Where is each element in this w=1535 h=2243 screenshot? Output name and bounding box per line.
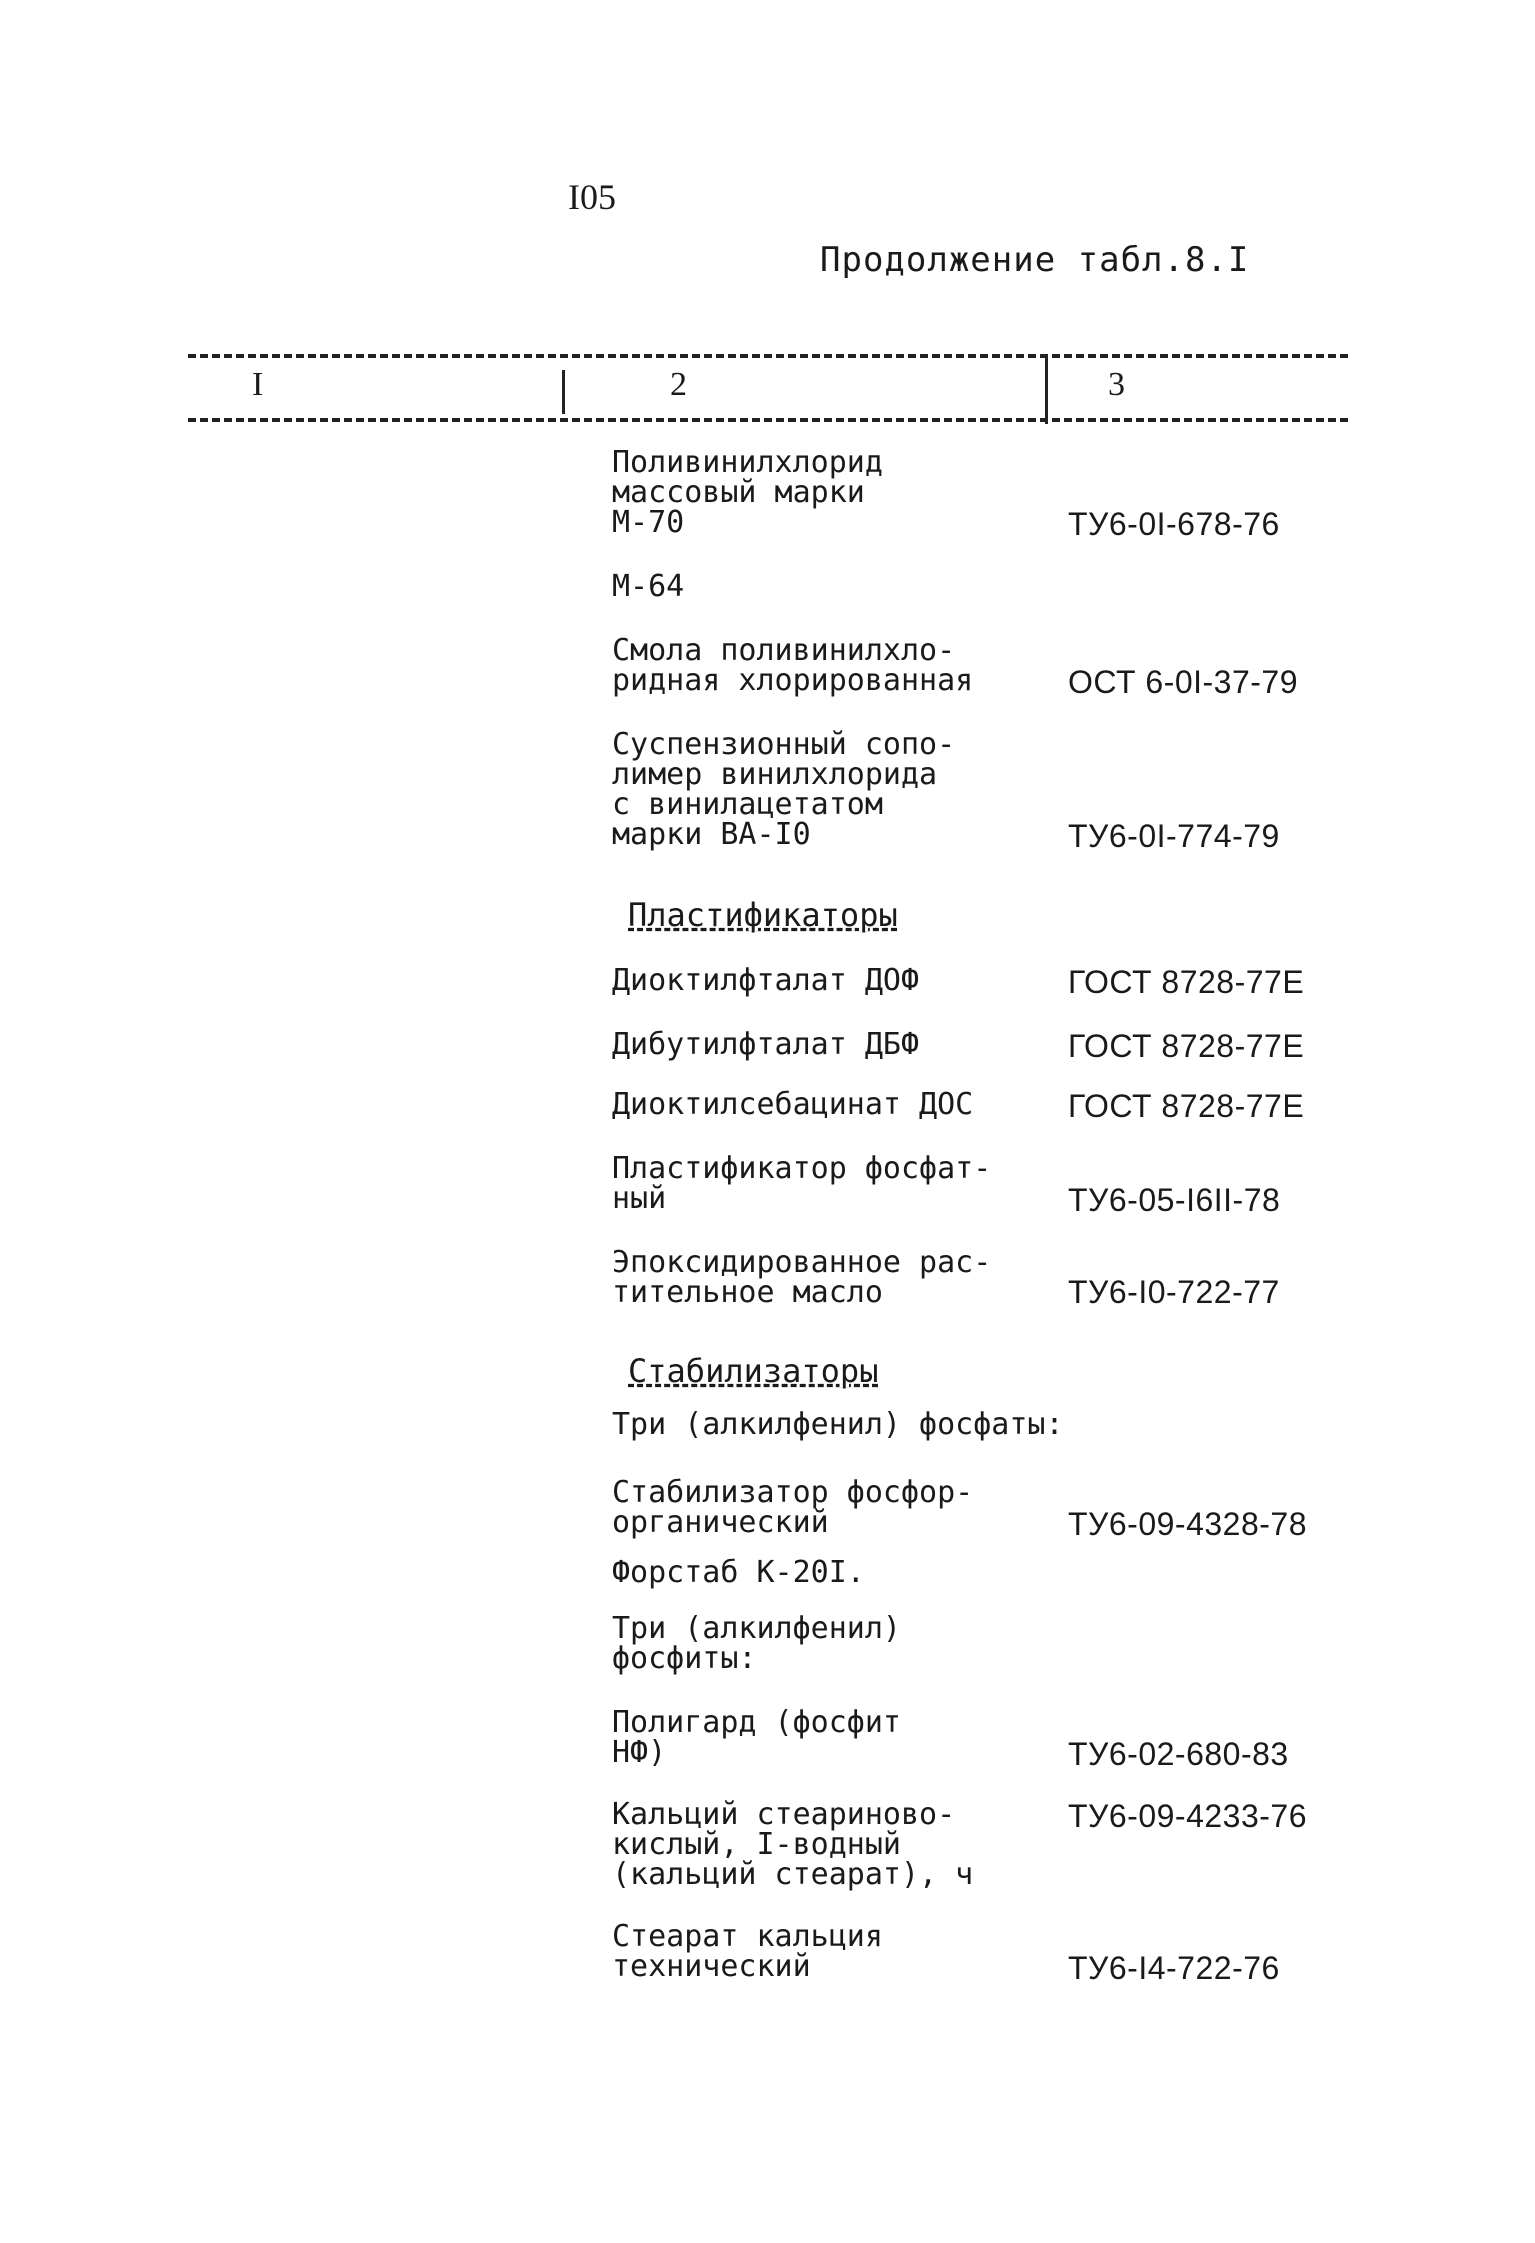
column-header-1: I (252, 366, 264, 403)
standard-code: ГОСТ 8728-77Е (1068, 964, 1305, 1000)
material-name: Форстаб К-20I. (612, 1555, 865, 1590)
table-top-rule (188, 354, 1348, 358)
section-heading-plasticizers: Пластификаторы (628, 896, 898, 934)
material-name: Стеарат кальция технический (612, 1919, 883, 1984)
material-name: Дибутилфталат ДБФ (612, 1027, 920, 1062)
standard-code: ТУ6-02-680-83 (1068, 1736, 1289, 1772)
standard-code: ГОСТ 8728-77Е (1068, 1028, 1305, 1064)
material-name: Эпоксидированное рас- тительное масло (612, 1245, 992, 1310)
column-header-3: 3 (1108, 366, 1125, 403)
standard-code: ТУ6-09-4233-76 (1068, 1798, 1308, 1834)
standard-code: ГОСТ 8728-77Е (1068, 1088, 1305, 1124)
page-number: I05 (568, 177, 616, 217)
standard-code: ТУ6-05-I6II-78 (1068, 1182, 1281, 1218)
standard-code: ТУ6-09-4328-78 (1068, 1506, 1308, 1542)
table-continuation-caption: Продолжение табл.8.I (820, 240, 1250, 280)
material-name: М-64 (612, 569, 685, 604)
material-name: Три (алкилфенил) фосфаты: (612, 1407, 1064, 1442)
material-name: Три (алкилфенил) фосфиты: (612, 1611, 901, 1676)
material-name: Пластификатор фосфат- ный (612, 1151, 992, 1216)
standard-code: ТУ6-I4-722-76 (1068, 1950, 1280, 1986)
column-separator (562, 370, 565, 414)
standard-code: ТУ6-0I-774-79 (1068, 818, 1280, 854)
material-name: Диоктилсебацинат ДОС (612, 1087, 974, 1122)
standard-code: ОСТ 6-0I-37-79 (1068, 664, 1299, 700)
standard-code: ТУ6-0I-678-76 (1068, 506, 1280, 542)
column-header-2: 2 (670, 366, 687, 403)
material-name: Диоктилфталат ДОФ (612, 963, 920, 998)
section-heading-stabilizers: Стабилизаторы (628, 1352, 879, 1390)
standard-code: ТУ6-I0-722-77 (1068, 1274, 1280, 1310)
material-name: Смола поливинилхло- ридная хлорированная (612, 633, 974, 698)
material-name: Стабилизатор фосфор- органический (612, 1475, 974, 1540)
table-header-rule (188, 418, 1348, 422)
material-name: Кальций стеариново- кислый, I-водный (кальций стеарат), ч (612, 1797, 974, 1892)
material-name: Суспензионный сопо- лимер винилхлорида с винилацетатом марки ВА-I0 (612, 727, 956, 852)
column-separator (1045, 356, 1048, 424)
material-name: Полигард (фосфит НФ) (612, 1705, 901, 1770)
material-name: Поливинилхлорид массовый марки М-70 (612, 445, 883, 540)
